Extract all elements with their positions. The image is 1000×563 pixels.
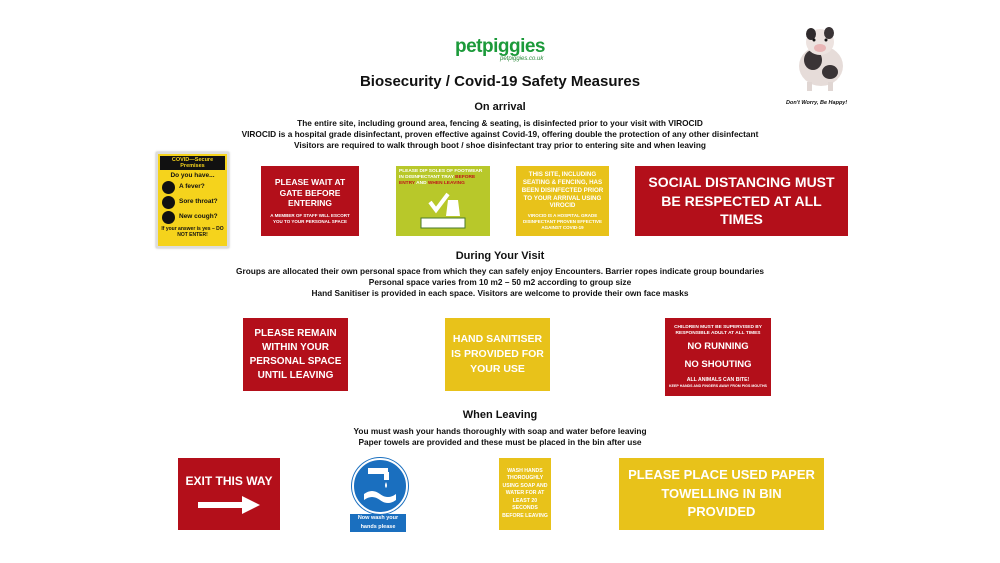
exit-this-way-sign: [178, 458, 280, 530]
thermometer-icon: [162, 181, 175, 194]
section-heading-during-visit: During Your Visit: [455, 250, 545, 262]
paper-towelling-sign: [619, 458, 824, 530]
keep-hands-away-text: KEEP HANDS AND FINGERS AWAY FROM PIGS MOUTHS: [669, 384, 767, 389]
petpiggies-logo: petpiggies: [454, 36, 545, 57]
exit-text: EXIT THIS WAY: [185, 473, 273, 488]
children-supervised-text: CHILDREN MUST BE SUPERVISED BY RESPONSIBLE ADULT AT ALL TIMES: [674, 325, 762, 337]
visit-line-2: Personal space varies from 10 m2 – 50 m2 according to group size: [368, 277, 632, 287]
dip-footwear-text: [399, 169, 487, 187]
dip-footwear-sign: [396, 166, 490, 236]
page-title: Biosecurity / Covid-19 Safety Measures: [359, 73, 641, 90]
covid-item-label: Sore throat?: [179, 198, 218, 206]
remain-personal-space-sign: [243, 318, 348, 391]
covid-item-cough: [162, 211, 223, 224]
throat-icon: [162, 196, 175, 209]
covid-secure-sign: [156, 152, 229, 248]
wait-gate-small-text: A MEMBER OF STAFF WILL ESCORT YOU TO YOUR PERSONAL SPACE: [270, 213, 350, 224]
social-distancing-text: SOCIAL DISTANCING MUST BE RESPECTED AT ALL TIMES: [648, 173, 835, 228]
arrival-line-1: The entire site, including ground area, fencing & seating, is disinfected prior to your visit with VIROCID: [297, 118, 703, 128]
covid-sign-footer: If your answer is yes – DO NOT ENTER!: [161, 226, 224, 238]
hand-sanitiser-text: HAND SANITISER IS PROVIDED FOR YOUR USE: [451, 332, 544, 376]
site-disinfected-sign: [516, 166, 609, 236]
no-running-text: NO RUNNING: [687, 341, 749, 353]
tagline: Don't Worry, Be Happy!: [786, 100, 848, 106]
section-heading-when-leaving: When Leaving: [462, 409, 538, 421]
leaving-line-2: Paper towels are provided and these must be placed in the bin after use: [358, 437, 642, 447]
site-disinfected-small-text: VIROCID IS A HOSPITAL GRADE DISINFECTANT PROVEN EFFECTIVE AGAINST COVID-19: [523, 213, 602, 230]
visit-line-3: Hand Sanitiser is provided in each space. Visitors are welcome to provide their own face masks: [311, 288, 689, 298]
wash-hands-icon: [354, 460, 406, 512]
arrival-line-2: VIROCID is a hospital grade disinfectant, proven effective against Covid-19, offering double the protection of any other disinfectant: [241, 129, 759, 139]
hand-sanitiser-sign: [445, 318, 550, 391]
wait-gate-text: PLEASE WAIT AT GATE BEFORE ENTERING: [274, 177, 346, 209]
covid-item-throat: [162, 196, 223, 209]
paper-towelling-text: PLEASE PLACE USED PAPER TOWELLING IN BIN PROVIDED: [628, 466, 815, 520]
cough-icon: [162, 211, 175, 224]
no-shouting-text: NO SHOUTING: [684, 358, 752, 370]
dip-prefix: PLEASE DIP SOLES OF FOOTWEAR IN DISINFECTANT TRAY: [399, 169, 483, 180]
leaving-line-1: You must wash your hands thoroughly with soap and water before leaving: [353, 426, 647, 436]
wash-hands-label: Now wash your hands please: [350, 514, 406, 532]
logo-website: petpiggies.co.uk: [500, 56, 544, 62]
wash-hands-mandatory-sign: [352, 458, 408, 514]
site-disinfected-text: THIS SITE, INCLUDING SEATING & FENCING, HAS BEEN DISINFECTED PRIOR TO YOUR ARRIVAL USING VIROCID: [521, 171, 604, 210]
section-heading-on-arrival: On arrival: [474, 101, 526, 113]
dip-mid: AND: [415, 180, 428, 186]
arrow-right-icon: [196, 495, 262, 515]
dip-highlight-leaving: WHEN LEAVING: [427, 180, 465, 186]
arrival-line-3: Visitors are required to walk through boot / shoe disinfectant tray prior to entering site and when leaving: [294, 140, 706, 150]
wait-at-gate-sign: [261, 166, 359, 236]
wash-20-seconds-text: WASH HANDS THOROUGHLY USING SOAP AND WATER FOR AT LEAST 20 SECONDS BEFORE LEAVING: [502, 467, 548, 519]
children-supervised-sign: [665, 318, 771, 396]
footwear-tray-icon: [418, 190, 468, 232]
covid-sign-question: Do you have...: [170, 172, 215, 179]
covid-item-fever: [162, 181, 223, 194]
wash-hands-20-seconds-sign: [499, 458, 551, 530]
social-distancing-sign: [635, 166, 848, 236]
covid-item-label: A fever?: [179, 183, 205, 191]
covid-sign-header: COVID—Secure Premises: [160, 156, 225, 170]
covid-item-label: New cough?: [179, 213, 218, 221]
animals-bite-text: ALL ANIMALS CAN BITE!: [686, 376, 750, 383]
remain-space-text: PLEASE REMAIN WITHIN YOUR PERSONAL SPACE UNTIL LEAVING: [249, 327, 342, 381]
visit-line-1: Groups are allocated their own personal space from which they can safely enjoy Encounters. Barrier ropes indicate group boundaries: [236, 266, 764, 276]
dip-highlight-entry: BEFORE ENTRY: [399, 174, 476, 186]
